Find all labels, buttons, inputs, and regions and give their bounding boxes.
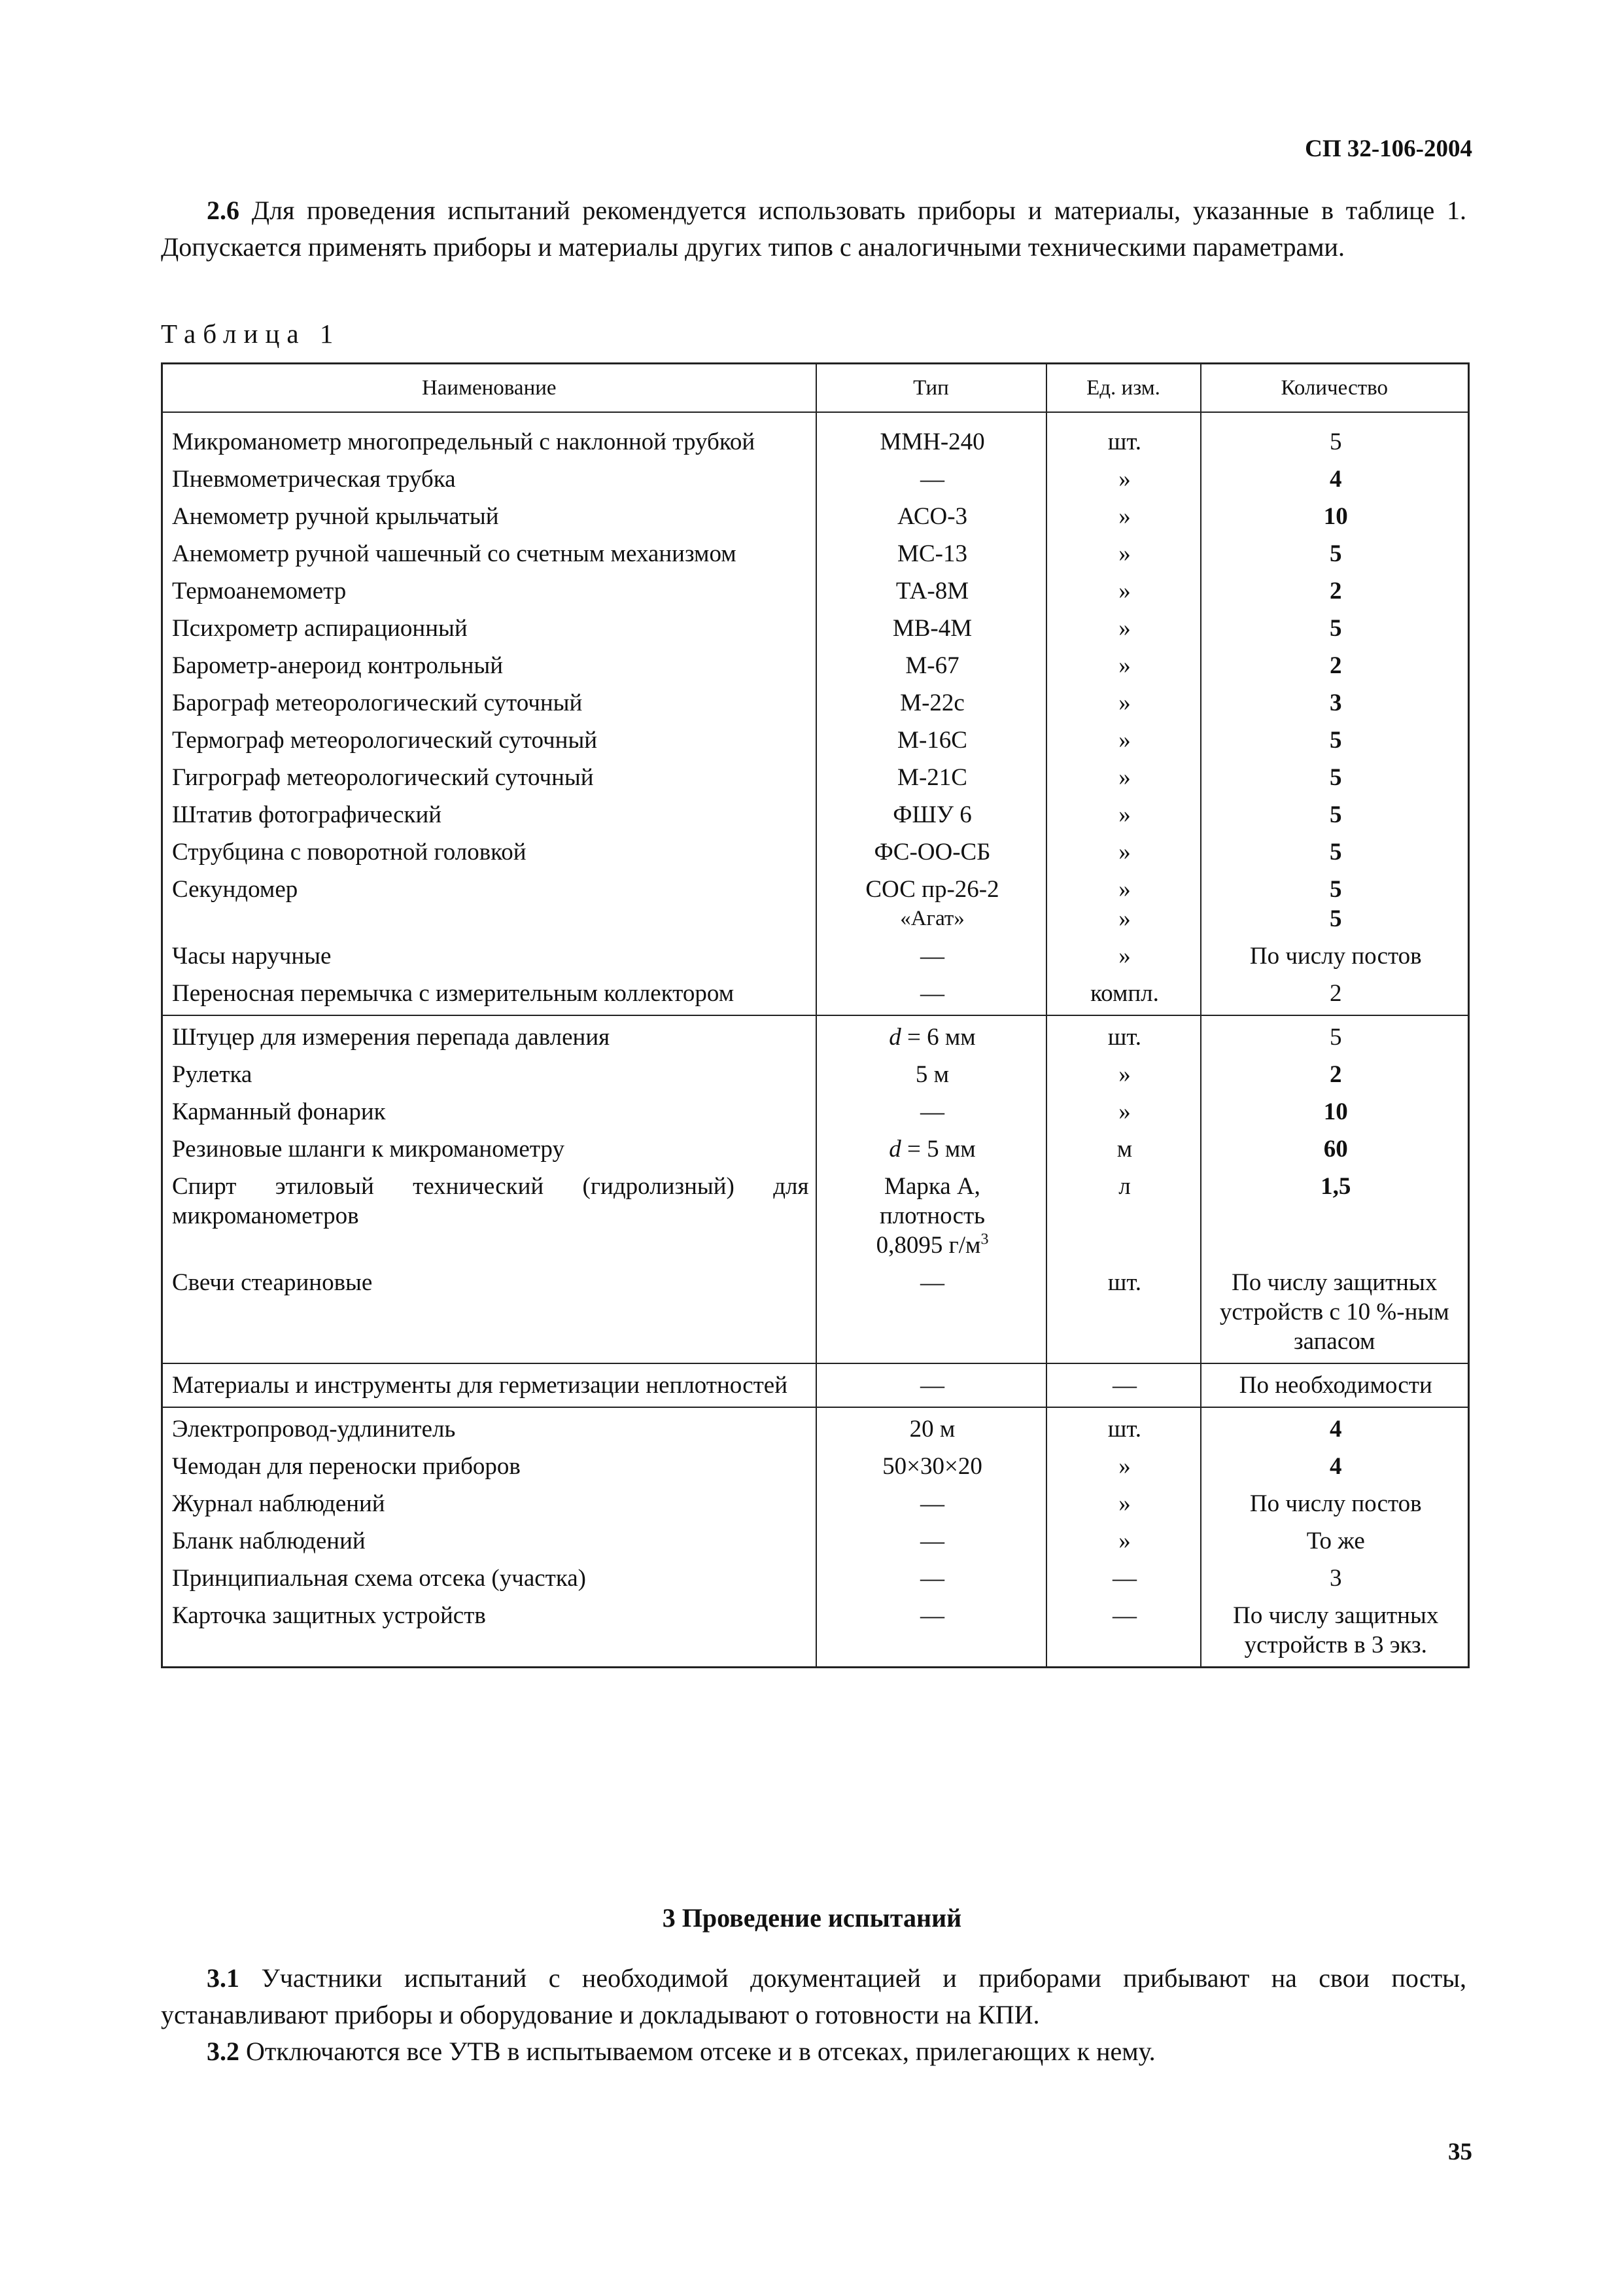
cell-quantity: 2 [1201,647,1469,684]
document-code: СП 32-106-2004 [1305,135,1472,162]
cell-unit: шт. [1046,1015,1201,1056]
cell-type: ТА-8М [816,572,1046,610]
paragraph-2-6 [161,192,1466,266]
header-type: Тип [816,364,1046,413]
paragraph-text: Для проведения испытаний рекомендуется использовать приборы и материалы, указанные в таблице 1. Допускается применять приборы и материалы других типов с аналогичными техническими параметрами. [161,196,1466,262]
paragraph-number: 3.1 [207,1963,239,1993]
cell-type: — [816,1485,1046,1522]
cell-type: ФШУ 6 [816,796,1046,833]
cell-name: Термограф метеорологический суточный [162,722,816,759]
cell-quantity: 5 [1201,759,1469,796]
table-row [162,610,1469,647]
qty-line: 5 [1330,905,1342,932]
cell-name: Психрометр аспирационный [162,610,816,647]
cell-quantity: 5 [1201,722,1469,759]
cell-type: 5 м [816,1056,1046,1093]
cell-type: АСО-3 [816,498,1046,535]
cell-type: — [816,1560,1046,1597]
cell-type: 20 м [816,1407,1046,1448]
cell-name: Штатив фотографический [162,796,816,833]
table-caption: Таблица 1 [161,319,341,349]
table-row [162,647,1469,684]
cell-unit: шт. [1046,412,1201,461]
table-row [162,796,1469,833]
cell-quantity: 2 [1201,572,1469,610]
paragraph-number: 2.6 [207,196,239,225]
cell-unit: » [1046,759,1201,796]
cell-type: — [816,1597,1046,1668]
table-row [162,759,1469,796]
cell-name: Переносная перемычка с измерительным коллектором [162,975,816,1015]
cell-unit: » [1046,498,1201,535]
cell-quantity [1201,871,1469,937]
header-name: Наименование [162,364,816,413]
table-row [162,1560,1469,1597]
cell-type: М-67 [816,647,1046,684]
table-row [162,1597,1469,1668]
cell-unit: » [1046,833,1201,871]
cell-quantity: 5 [1201,1015,1469,1056]
cell-type: ФС-ОО-СБ [816,833,1046,871]
cell-unit: » [1046,937,1201,975]
type-line: плотность [879,1202,986,1229]
table-row [162,1485,1469,1522]
qty-line: 5 [1330,876,1342,903]
table-row [162,572,1469,610]
cell-quantity: 10 [1201,498,1469,535]
table-row [162,1522,1469,1560]
cell-unit: » [1046,461,1201,498]
table-row [162,1264,1469,1363]
cell-unit: » [1046,796,1201,833]
header-quantity: Количество [1201,364,1469,413]
cell-quantity: 5 [1201,833,1469,871]
cell-quantity: По числу постов [1201,1485,1469,1522]
type-value: = 5 мм [901,1136,976,1163]
cell-unit: » [1046,610,1201,647]
cell-name: Анемометр ручной чашечный со счетным механизмом [162,535,816,572]
table-row [162,1015,1469,1056]
unit-line: » [1118,876,1131,903]
cell-quantity: 4 [1201,461,1469,498]
cell-quantity: 5 [1201,796,1469,833]
cell-name: Чемодан для переноски приборов [162,1448,816,1485]
cell-unit: » [1046,1485,1201,1522]
cell-unit [1046,871,1201,937]
cell-quantity: То же [1201,1522,1469,1560]
cell-unit: » [1046,572,1201,610]
cell-name: Барометр-анероид контрольный [162,647,816,684]
density-value: 0,8095 г/м [876,1232,981,1259]
cell-type: МВ-4М [816,610,1046,647]
cell-name: Секундомер [162,871,816,937]
cell-type [816,871,1046,937]
cell-name: Бланк наблюдений [162,1522,816,1560]
cell-unit: шт. [1046,1407,1201,1448]
type-line [826,1231,1039,1260]
cell-type: М-21С [816,759,1046,796]
cell-quantity: По числу постов [1201,937,1469,975]
cell-name: Материалы и инструменты для герметизации неплотностей [162,1363,816,1407]
section-title: 3 Проведение испытаний [662,1903,962,1933]
type-variable: d [889,1136,901,1163]
paragraph-3-1 [161,1960,1466,2033]
table-row [162,1407,1469,1448]
cell-quantity: 5 [1201,412,1469,461]
cell-quantity: 3 [1201,684,1469,722]
cell-type: — [816,975,1046,1015]
table-row [162,722,1469,759]
cell-name: Спирт этиловый технический (гидролизный) для микроманометров [162,1168,816,1264]
cell-unit: » [1046,1093,1201,1130]
unit-line: » [1118,905,1131,932]
cell-unit: » [1046,1522,1201,1560]
table-row [162,412,1469,461]
equipment-table [161,362,1470,1668]
cell-type: — [816,1522,1046,1560]
cell-quantity: По числу защитных устройств в 3 экз. [1201,1597,1469,1668]
cell-name: Микроманометр многопредельный с наклонной трубкой [162,412,816,461]
cell-name: Принципиальная схема отсека (участка) [162,1560,816,1597]
cell-unit: » [1046,1448,1201,1485]
cell-name: Струбцина с поворотной головкой [162,833,816,871]
cell-type: — [816,461,1046,498]
cell-quantity: 1,5 [1201,1168,1469,1264]
table-row [162,1363,1469,1407]
cell-type: М-16С [816,722,1046,759]
cell-type: — [816,1093,1046,1130]
cell-unit: — [1046,1363,1201,1407]
cell-name: Рулетка [162,1056,816,1093]
cell-unit: шт. [1046,1264,1201,1363]
table-row [162,684,1469,722]
cell-name: Термоанемометр [162,572,816,610]
table-header-row [162,364,1469,413]
cell-quantity: 60 [1201,1130,1469,1168]
cell-unit: — [1046,1597,1201,1668]
cell-type: — [816,1363,1046,1407]
type-line: СОС пр-26-2 [865,876,999,903]
cell-name: Карточка защитных устройств [162,1597,816,1668]
cell-unit: » [1046,684,1201,722]
cell-unit: л [1046,1168,1201,1264]
cell-name: Резиновые шланги к микроманометру [162,1130,816,1168]
cell-type [816,1168,1046,1264]
cell-unit: » [1046,535,1201,572]
table-row [162,535,1469,572]
cell-name: Анемометр ручной крыльчатый [162,498,816,535]
table-row [162,1168,1469,1264]
table-row [162,1056,1469,1093]
type-value: = 6 мм [901,1024,976,1051]
cell-quantity: 5 [1201,535,1469,572]
table-row [162,975,1469,1015]
paragraph-text: Участники испытаний с необходимой документацией и приборами прибывают на свои посты, устанавливают приборы и оборудование и докладывают о готовности на КПИ. [161,1963,1467,2029]
cell-unit: м [1046,1130,1201,1168]
header-unit: Ед. изм. [1046,364,1201,413]
cell-type: — [816,1264,1046,1363]
cell-name: Электропровод-удлинитель [162,1407,816,1448]
cell-type [816,1130,1046,1168]
cell-type: — [816,937,1046,975]
cell-quantity: 2 [1201,975,1469,1015]
cell-name: Штуцер для измерения перепада давления [162,1015,816,1056]
cell-name: Барограф метеорологический суточный [162,684,816,722]
table-row [162,1130,1469,1168]
cell-type [816,1015,1046,1056]
cell-unit: » [1046,647,1201,684]
table-row [162,833,1469,871]
cell-unit: компл. [1046,975,1201,1015]
cell-name: Гигрограф метеорологический суточный [162,759,816,796]
cell-quantity: 5 [1201,610,1469,647]
superscript: 3 [980,1231,989,1248]
cell-name: Свечи стеариновые [162,1264,816,1363]
cell-name: Журнал наблюдений [162,1485,816,1522]
type-line: Марка А, [884,1173,980,1200]
cell-type: ММН-240 [816,412,1046,461]
table-row [162,498,1469,535]
paragraph-3-2 [161,2033,1466,2070]
type-variable: d [889,1024,901,1051]
cell-type: 50×30×20 [816,1448,1046,1485]
cell-quantity: 4 [1201,1448,1469,1485]
table-row [162,937,1469,975]
paragraph-text: Отключаются все УТВ в испытываемом отсеке и в отсеках, прилегающих к нему. [246,2037,1156,2066]
cell-quantity: 4 [1201,1407,1469,1448]
table-row [162,461,1469,498]
cell-unit: » [1046,1056,1201,1093]
cell-quantity: По необходимости [1201,1363,1469,1407]
type-line: «Агат» [900,907,965,930]
cell-unit: — [1046,1560,1201,1597]
cell-type: МС-13 [816,535,1046,572]
cell-unit: » [1046,722,1201,759]
cell-name: Часы наручные [162,937,816,975]
table-row [162,1093,1469,1130]
cell-quantity: 2 [1201,1056,1469,1093]
cell-quantity: По числу защитных устройств с 10 %-ным запасом [1201,1264,1469,1363]
cell-name: Карманный фонарик [162,1093,816,1130]
table-row [162,871,1469,937]
page-number: 35 [1448,2139,1472,2165]
cell-name: Пневмометрическая трубка [162,461,816,498]
cell-quantity: 10 [1201,1093,1469,1130]
table-row [162,1448,1469,1485]
cell-quantity: 3 [1201,1560,1469,1597]
paragraph-number: 3.2 [207,2037,239,2066]
cell-type: М-22с [816,684,1046,722]
